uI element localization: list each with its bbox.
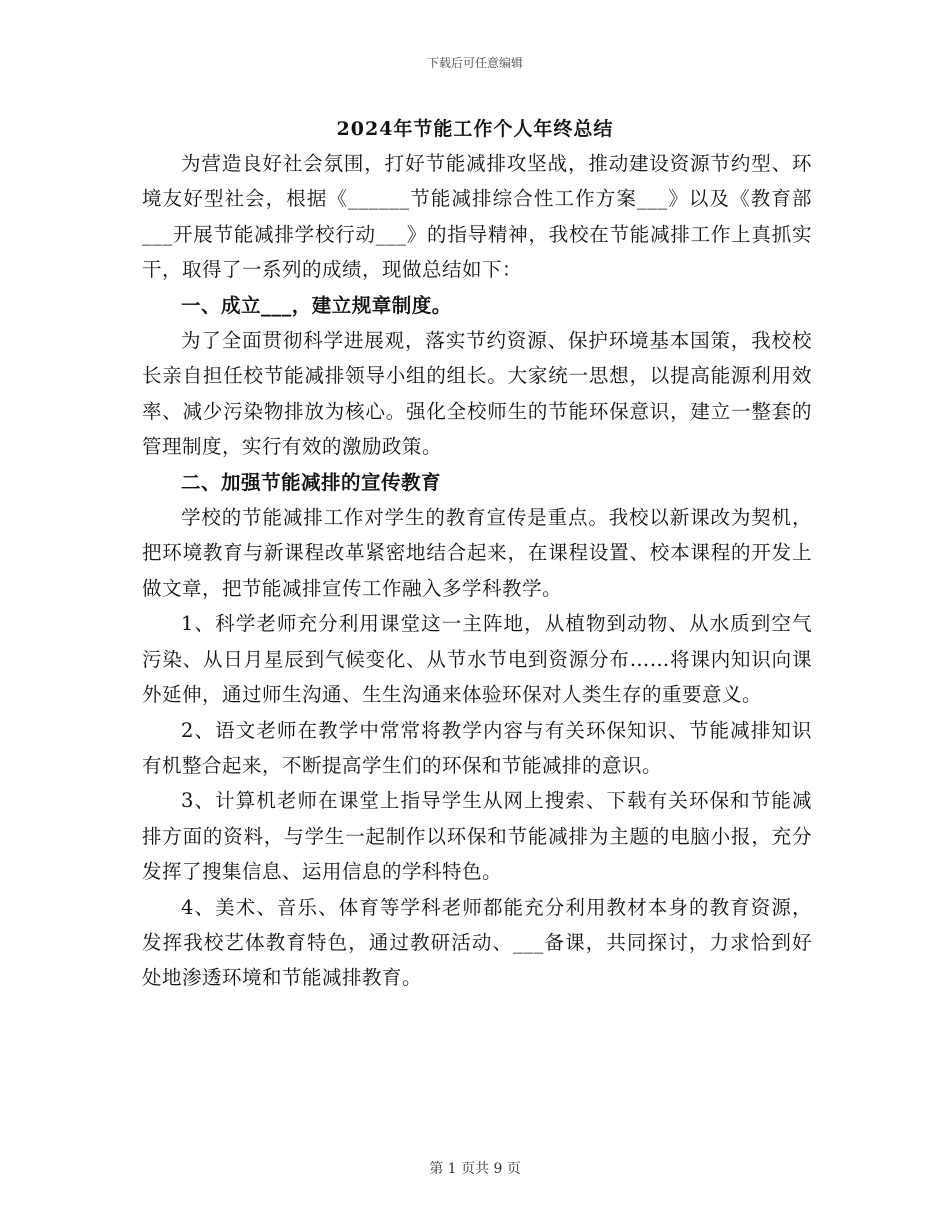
document-body (142, 146, 812, 996)
paragraph-item-4: 4、美术、音乐、体育等学科老师都能充分利用教材本身的教育资源，发挥我校艺体教育特色，通过教研活动、___备课，共同探讨，力求恰到好处地渗透环境和节能减排教育。 (142, 895, 812, 990)
section-heading-2: 二、加强节能减排的宣传教育 (181, 470, 442, 494)
paragraph-section-2: 学校的节能减排工作对学生的教育宣传是重点。我校以新课改为契机，把环境教育与新课程改革紧密地结合起来，在课程设置、校本课程的开发上做文章，把节能减排宣传工作融入多学科教学。 (142, 506, 812, 600)
page-footer: 第 1 页共 9 页 (429, 1161, 521, 1177)
paragraph-intro: 为营造良好社会氛围，打好节能减排攻坚战，推动建设资源节约型、环境友好型社会，根据《______节能减排综合性工作方案___》以及《教育部___开展节能减排学校行动___》的指导精神，我校在节能减排工作上真抓实干，取得了一系列的成绩，现做总结如下： (142, 152, 812, 282)
header-note: 下载后可任意编辑 (426, 56, 523, 70)
document-title: 2024年节能工作个人年终总结 (336, 118, 614, 140)
paragraph-item-3: 3、计算机老师在课堂上指导学生从网上搜索、下载有关环保和节能减排方面的资料，与学生一起制作以环保和节能减排为主题的电脑小报，充分发挥了搜集信息、运用信息的学科特色。 (142, 789, 812, 884)
section-heading-1: 一、成立___，建立规章制度。 (181, 293, 452, 317)
paragraph-section-1: 为了全面贯彻科学进展观，落实节约资源、保护环境基本国策，我校校长亲自担任校节能减排领导小组的组长。大家统一思想，以提高能源利用效率、减少污染物排放为核心。强化全校师生的节能环保意识，建立一整套的管理制度，实行有效的激励政策。 (142, 329, 812, 459)
paragraph-item-1: 1、科学老师充分利用课堂这一主阵地，从植物到动物、从水质到空气污染、从日月星辰到气候变化、从节水节电到资源分布……将课内知识向课外延伸，通过师生沟通、生生沟通来体验环保对人类生存的重要意义。 (142, 612, 812, 707)
paragraph-item-2: 2、语文老师在教学中常常将教学内容与有关环保知识、节能减排知识有机整合起来，不断提高学生们的环保和节能减排的意识。 (142, 718, 812, 777)
